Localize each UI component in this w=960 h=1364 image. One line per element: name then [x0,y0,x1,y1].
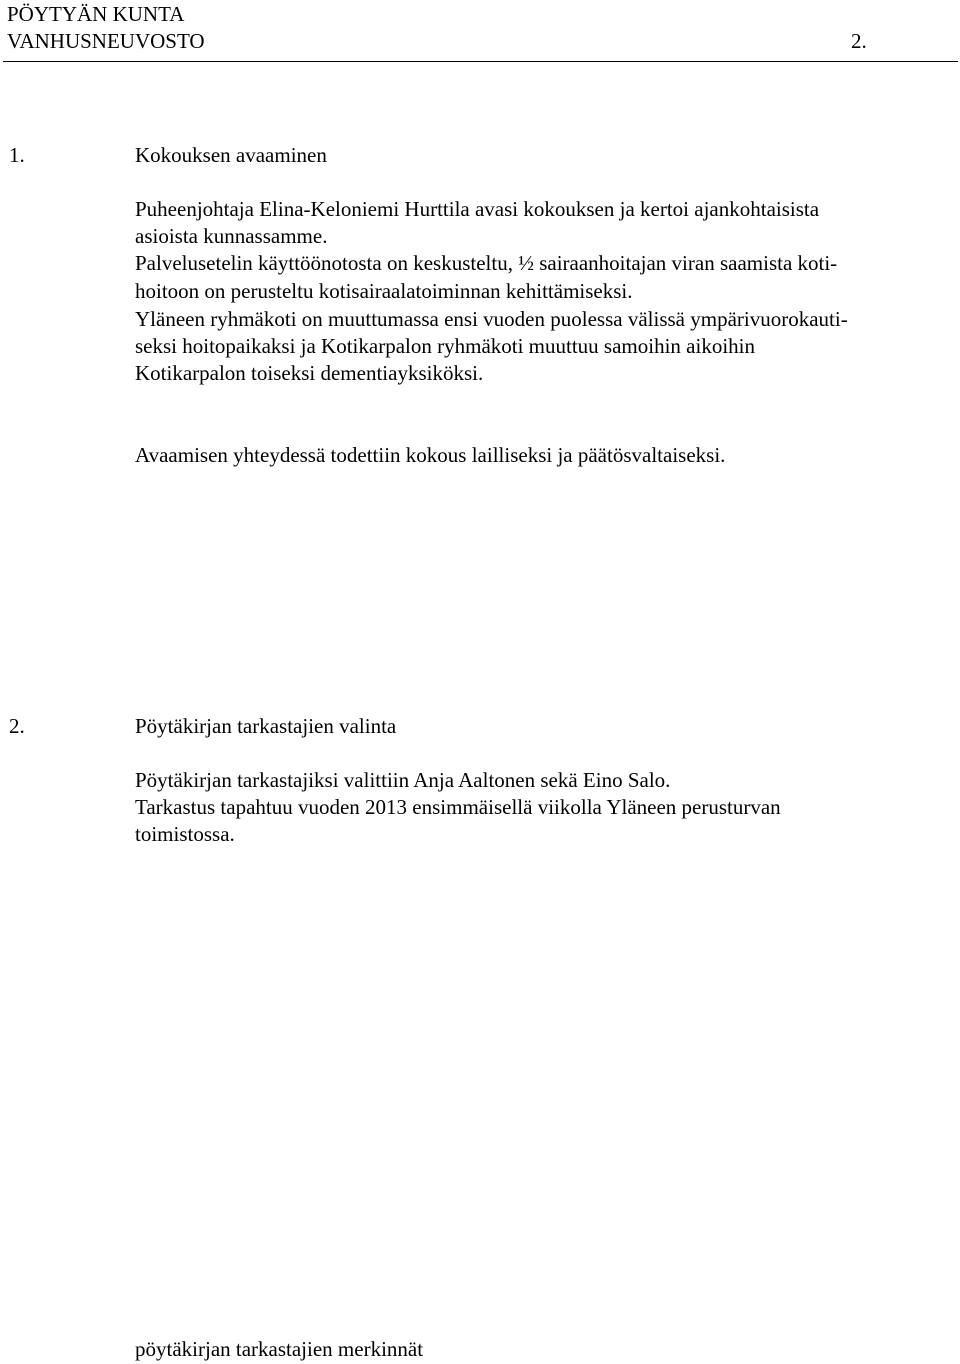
header-org: PÖYTYÄN KUNTA [7,2,185,26]
section-2-line-2: Tarkastus tapahtuu vuoden 2013 ensimmäisellä viikolla Yläneen perusturvan [135,795,781,819]
section-1-line-5: Yläneen ryhmäkoti on muuttumassa ensi vuoden puolessa välissä ympärivuorokauti- [135,307,848,331]
section-2-title: Pöytäkirjan tarkastajien valinta [135,714,397,738]
header-divider [3,61,958,62]
section-1-line-3: Palvelusetelin käyttöönotosta on keskusteltu, ½ sairaanhoitajan viran saamista koti- [135,251,838,275]
section-1-line-1: Puheenjohtaja Elina-Keloniemi Hurttila avasi kokouksen ja kertoi ajankohtaisista [135,197,820,221]
section-1-number: 1. [9,143,25,167]
section-1-title: Kokouksen avaaminen [135,143,327,167]
footer-signature-label: pöytäkirjan tarkastajien merkinnät [135,1337,424,1361]
section-1-line-6: seksi hoitopaikaksi ja Kotikarpalon ryhmäkoti muuttuu samoihin aikoihin [135,334,756,358]
section-1-line-7: Kotikarpalon toiseksi dementiayksiköksi. [135,361,484,385]
section-1-line-2: asioista kunnassamme. [135,224,328,248]
section-2-line-1: Pöytäkirjan tarkastajiksi valittiin Anja Aaltonen sekä Eino Salo. [135,768,671,792]
section-2-line-3: toimistossa. [135,822,235,846]
section-1-line-4: hoitoon on perusteltu kotisairaalatoiminnan kehittämiseksi. [135,279,633,303]
section-2-number: 2. [9,714,25,738]
header-body: VANHUSNEUVOSTO [7,29,205,53]
section-1-line-8: Avaamisen yhteydessä todettiin kokous lailliseksi ja päätösvaltaiseksi. [135,443,726,467]
header-page-number: 2. [851,29,867,53]
